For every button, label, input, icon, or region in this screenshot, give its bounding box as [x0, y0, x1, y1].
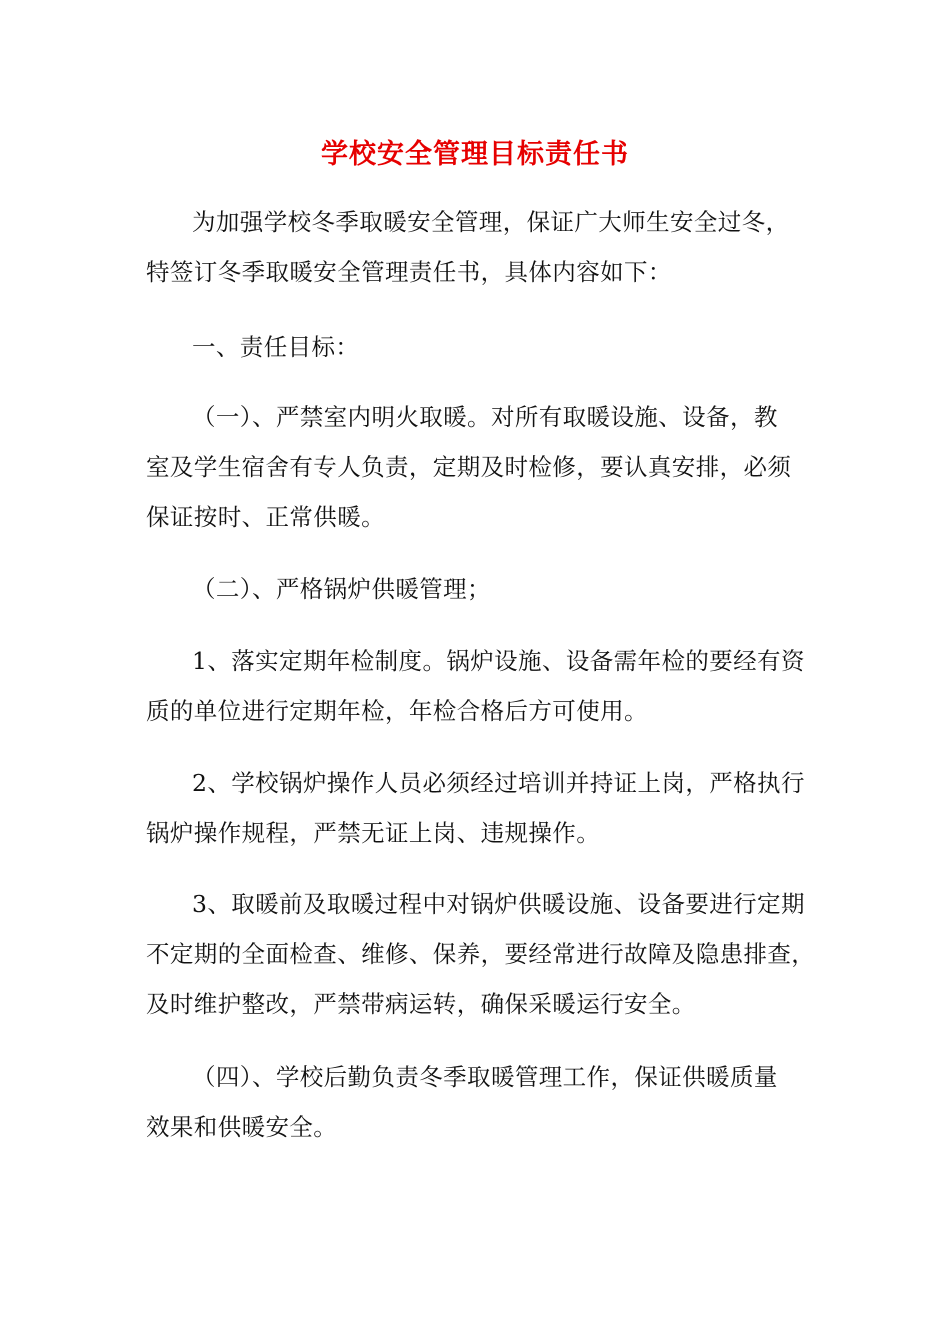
- paragraph-line: 不定期的全面检查、维修、保养，要经常进行故障及隐患排查，: [146, 940, 816, 968]
- paragraph-line: （四）、学校后勤负责冬季取暖管理工作，保证供暖质量: [192, 1063, 778, 1091]
- paragraph-line: 特签订冬季取暖安全管理责任书，具体内容如下：: [146, 258, 672, 286]
- paragraph-line: 室及学生宿舍有专人负责，定期及时检修，要认真安排，必须: [146, 453, 792, 481]
- paragraph-line: 质的单位进行定期年检，年检合格后方可使用。: [146, 697, 648, 725]
- paragraph-line: 及时维护整改，严禁带病运转，确保采暖运行安全。: [146, 990, 696, 1018]
- section-heading: 一、责任目标：: [192, 333, 360, 361]
- paragraph-line: 锅炉操作规程，严禁无证上岗、违规操作。: [146, 819, 601, 847]
- paragraph-line: 保证按时、正常供暖。: [146, 503, 385, 531]
- paragraph-line: 效果和供暖安全。: [146, 1113, 338, 1141]
- paragraph-line: 1、落实定期年检制度。锅炉设施、设备需年检的要经有资: [192, 647, 805, 675]
- paragraph-line: 3、取暖前及取暖过程中对锅炉供暖设施、设备要进行定期: [192, 890, 805, 918]
- document-title: 学校安全管理目标责任书: [321, 139, 629, 170]
- paragraph-line: （二）、严格锅炉供暖管理；: [192, 575, 491, 603]
- paragraph-line: 2、学校锅炉操作人员必须经过培训并持证上岗，严格执行: [192, 769, 805, 797]
- paragraph-line: （一）、严禁室内明火取暖。对所有取暖设施、设备，教: [192, 403, 778, 431]
- paragraph-line: 为加强学校冬季取暖安全管理，保证广大师生安全过冬，: [192, 208, 790, 236]
